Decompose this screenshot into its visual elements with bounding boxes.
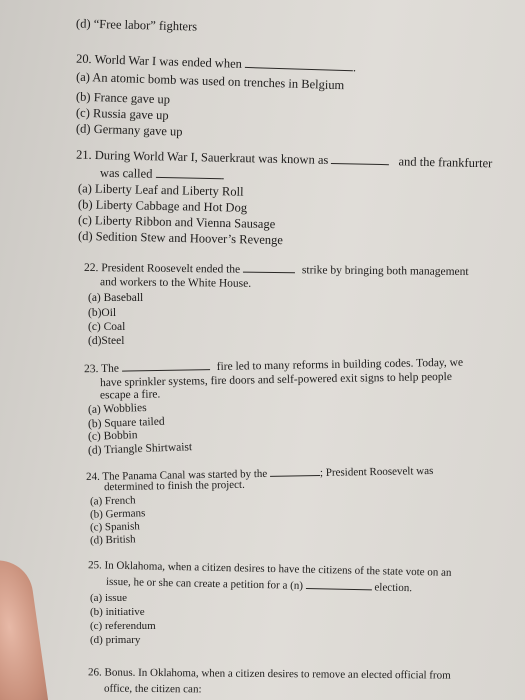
q21-blank-2 [155,167,221,179]
q21-blank-1 [331,153,389,165]
q22-option-a: (a) Baseball [88,292,144,304]
q22-mid-text: strike by bringing both management [301,264,469,279]
q20-period: . [352,60,357,75]
q25-prompt: 25. In Oklahoma, when a citizen desires to have the citizens of the state vote on an [87,559,452,579]
q23-option-b: (b) Square tailed [87,415,165,431]
q20-option-d: (d) Germany gave up [75,121,183,139]
q24-mid-text: ; President Roosevelt was [319,464,434,479]
q26-continuation: office, the citizen can: [103,682,202,696]
q20-option-c: (c) Russia gave up [75,105,169,123]
q21-period: . [221,168,225,183]
q24-continuation: determined to finish the project. [103,478,245,494]
q21-continuation [100,166,225,183]
q20-text: 20. World War I was ended when [75,51,243,71]
q20-option-a: (a) An atomic bomb was used on trenches in Belgium [75,69,345,93]
q23-option-c: (c) Bobbin [87,429,138,443]
q25-option-c: (c) referendum [90,620,156,632]
q22-option-d: (d)Steel [88,335,125,347]
q21-option-b: (b) Liberty Cabbage and Hot Dog [77,197,248,215]
q20-option-b: (b) France gave up [75,89,171,107]
q22-text: 22. President Roosevelt ended the [83,261,241,276]
q23-text: 23. The [83,362,120,376]
thumb-photo-element [0,556,51,700]
q24-option-c: (c) Spanish [89,520,140,534]
q21-option-c: (c) Liberty Ribbon and Vienna Sausage [77,212,276,232]
q24-text: 24. The Panama Canal was started by the [85,467,268,484]
q21-option-a: (a) Liberty Leaf and Liberty Roll [77,181,244,199]
q23-option-d: (d) Triangle Shirtwaist [87,441,193,457]
q19-option-d: (d) “Free labor” fighters [75,16,198,34]
q25-option-b: (b) initiative [90,606,145,618]
q21-text: 21. During World War I, Sauerkraut was known as [75,147,329,167]
q23-continuation-2: escape a fire. [99,388,161,402]
q24-option-d: (d) British [89,533,136,547]
q25-end-text: election. [374,581,413,595]
q23-continuation-1: have sprinkler systems, fire doors and self-powered exit signs to help people [99,370,453,390]
q22-option-c: (c) Coal [88,321,126,333]
q21-option-d: (d) Sedition Stew and Hoover’s Revenge [77,228,284,248]
q25-cont-text: issue, he or she can create a petition for a (n) [105,575,304,592]
q26-prompt: 26. Bonus. In Oklahoma, when a citizen desires to remove an elected official from [87,666,451,682]
q24-option-b: (b) Germans [89,507,146,521]
q23-option-a: (a) Wobblies [87,401,147,417]
q23-mid-text: fire led to many reforms in building codes. Today, we [216,356,464,373]
q22-option-b: (b)Oil [88,307,117,319]
q21-mid-text: and the frankfurter [398,154,493,171]
q20-blank [245,57,353,71]
q23-blank [122,359,210,372]
q25-option-d: (d) primary [90,634,141,646]
q22-continuation: and workers to the White House. [99,276,252,290]
q24-option-a: (a) French [89,494,136,508]
q21-cont-text: was called [99,165,153,181]
q22-blank [243,262,295,274]
q24-blank [270,465,320,477]
q25-blank [306,578,372,590]
q25-option-a: (a) issue [90,592,127,604]
